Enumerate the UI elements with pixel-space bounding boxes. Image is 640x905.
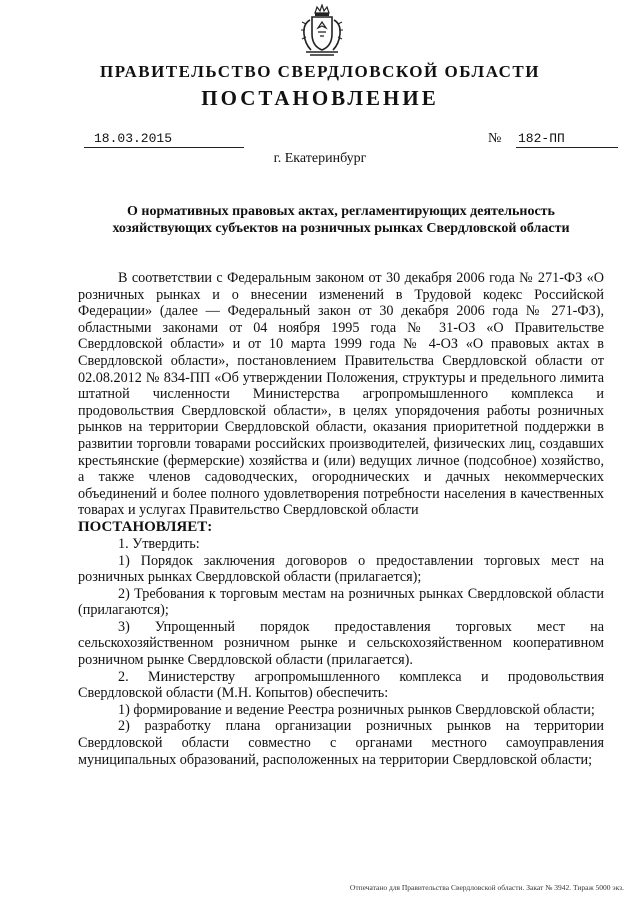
- list-item: 2. Министерству агропромышленного комплекса и продовольствия Свердловской области (М.Н. Копытов) обеспечить:: [78, 668, 604, 702]
- list-item: 2) Требования к торговым местам на розничных рынках Свердловской области (прилагаются);: [78, 585, 604, 619]
- list-item: 1) Порядок заключения договоров о предоставлении торговых мест на розничных рынках Свердловской области (прилагается);: [78, 552, 604, 586]
- coat-of-arms-icon: [298, 4, 346, 58]
- organization-name: ПРАВИТЕЛЬСТВО СВЕРДЛОВСКОЙ ОБЛАСТИ: [100, 62, 540, 81]
- number-label: №: [488, 131, 502, 146]
- document-body: [78, 270, 604, 768]
- document-number: 182-ПП: [516, 131, 618, 148]
- print-footer: Отпечатано для Правительства Свердловской области. Закат № 3942. Тираж 5000 экз.: [349, 883, 624, 892]
- document-date: 18.03.2015: [84, 131, 244, 148]
- list-item: 1. Утвердить:: [118, 535, 200, 552]
- document-city: г. Екатеринбург: [273, 151, 367, 166]
- list-item: 2) разработку плана организации розничных рынков на территории Свердловской области совместно с органами местного самоуправления муниципальных образований, расположенных на территории Свердловской области;: [78, 718, 604, 768]
- list-item: 3) Упрощенный порядок предоставления торговых мест на сельскохозяйственном розничном рынке и сельскохозяйственном кооперативном розничном рынке Свердловской области (прилагается).: [78, 618, 604, 669]
- document-type: ПОСТАНОВЛЕНИЕ: [201, 86, 439, 110]
- document-title: О нормативных правовых актах, регламентирующих деятельность хозяйствующих субъектов на розничных рынках Свердловской области: [112, 204, 570, 236]
- preamble-paragraph: В соответствии с Федеральным законом от 30 декабря 2006 года № 271-ФЗ «О розничных рынках и о внесении изменений в Трудовой кодекс Российской Федерации» (далее — Федеральный закон от 30 декабря 2006 года № 271-ФЗ), областными законами от 04 ноября 1995 года № 31-ОЗ «О Правительстве Свердловской области» и от 10 марта 1999 года № 4-ОЗ «О правовых актах в Свердловской области», постановлением Правительства Свердловской области от 02.08.2012 № 834-ПП «Об утверждении Положения, структуры и предельного лимита штатной численности Министерства агропромышленного комплекса и продовольствия Свердловской области», в целях упорядочения работы розничных рынков на территории Свердловской области, оказания приоритетной поддержки в развитии торговли товарами российских производителей, физических лиц, создавших крестьянские (фермерские) хозяйства и (или) ведущих личное (подсобное) хозяйство, а также членов садоводческих, огороднических и дачных некоммерческих объединений и более полного удовлетворения потребности населения в качественных товарах и услугах Правительство Свердловской области: [78, 270, 604, 519]
- decree-heading: ПОСТАНОВЛЯЕТ:: [78, 518, 213, 535]
- list-item: 1) формирование и ведение Реестра розничных рынков Свердловской области;: [118, 701, 595, 718]
